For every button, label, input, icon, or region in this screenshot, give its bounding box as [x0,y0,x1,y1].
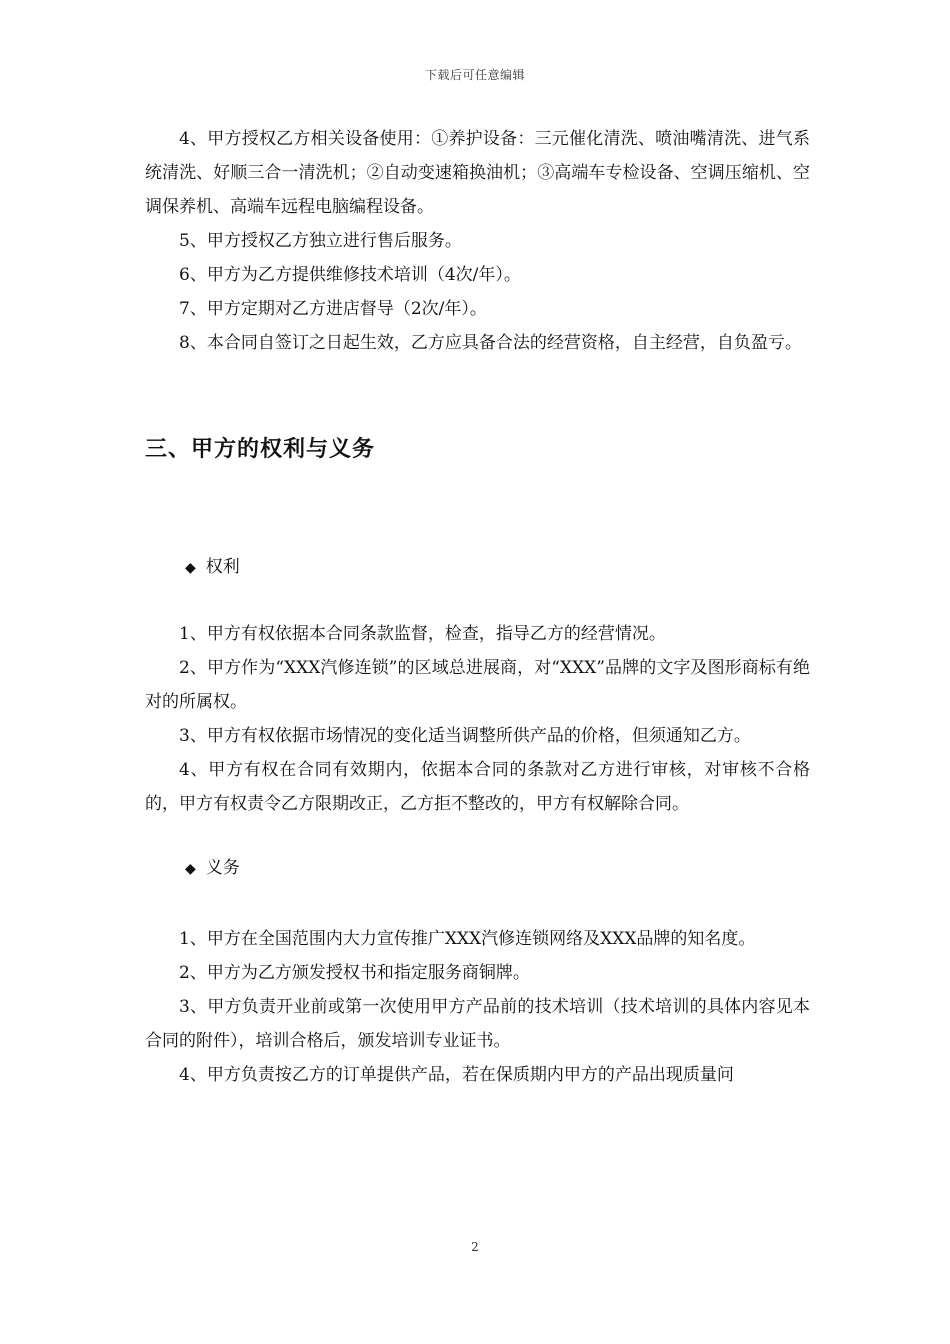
clause-item: 5、甲方授权乙方独立进行售后服务。 [179,231,462,251]
section-title: 三、甲方的权利与义务 [145,436,376,462]
diamond-bullet-icon: ◆ [185,861,196,877]
duties-item: 2、甲方为乙方颁发授权书和指定服务商铜牌。 [179,963,530,983]
duties-item: 3、甲方负责开业前或第一次使用甲方产品前的技术培训（技术培训的具体内容见本合同的附件），培训合格后，颁发培训专业证书。 [145,997,810,1051]
clause-item: 8、本合同自签订之日起生效，乙方应具备合法的经营资格，自主经营，自负盈亏。 [179,333,802,353]
duties-heading-label: 义务 [205,858,240,878]
clause-item: 7、甲方定期对乙方进店督导（2次/年）。 [179,299,487,319]
rights-item: 1、甲方有权依据本合同条款监督，检查，指导乙方的经营情况。 [179,624,666,644]
rights-heading [145,550,810,585]
rights-item: 2、甲方作为“XXX汽修连锁”的区域总进展商，对“XXX”品牌的文字及图形商标有绝对的所属权。 [145,658,810,712]
document-body [145,122,810,1092]
clause-item: 4、甲方授权乙方相关设备使用：①养护设备：三元催化清洗、喷油嘴清洗、进气系统清洗、好顺三合一清洗机；②自动变速箱换油机；③高端车专检设备、空调压缩机、空调保养机、高端车远程电脑编程设备。 [145,129,810,217]
rights-item: 3、甲方有权依据市场情况的变化适当调整所供产品的价格，但须通知乙方。 [179,726,751,746]
duties-heading [145,851,810,886]
diamond-bullet-icon: ◆ [185,560,196,576]
duties-item: 4、甲方负责按乙方的订单提供产品，若在保质期内甲方的产品出现质量问 [179,1065,734,1085]
rights-item: 4、甲方有权在合同有效期内，依据本合同的条款对乙方进行审核，对审核不合格的，甲方有权责令乙方限期改正，乙方拒不整改的，甲方有权解除合同。 [145,760,810,814]
rights-heading-label: 权利 [205,557,240,577]
clause-item: 6、甲方为乙方提供维修技术培训（4次/年）。 [179,265,521,285]
page-header: 下载后可任意编辑 [424,68,525,82]
page-number: 2 [471,1240,479,1254]
duties-item: 1、甲方在全国范围内大力宣传推广XXX汽修连锁网络及XXX品牌的知名度。 [179,929,756,949]
